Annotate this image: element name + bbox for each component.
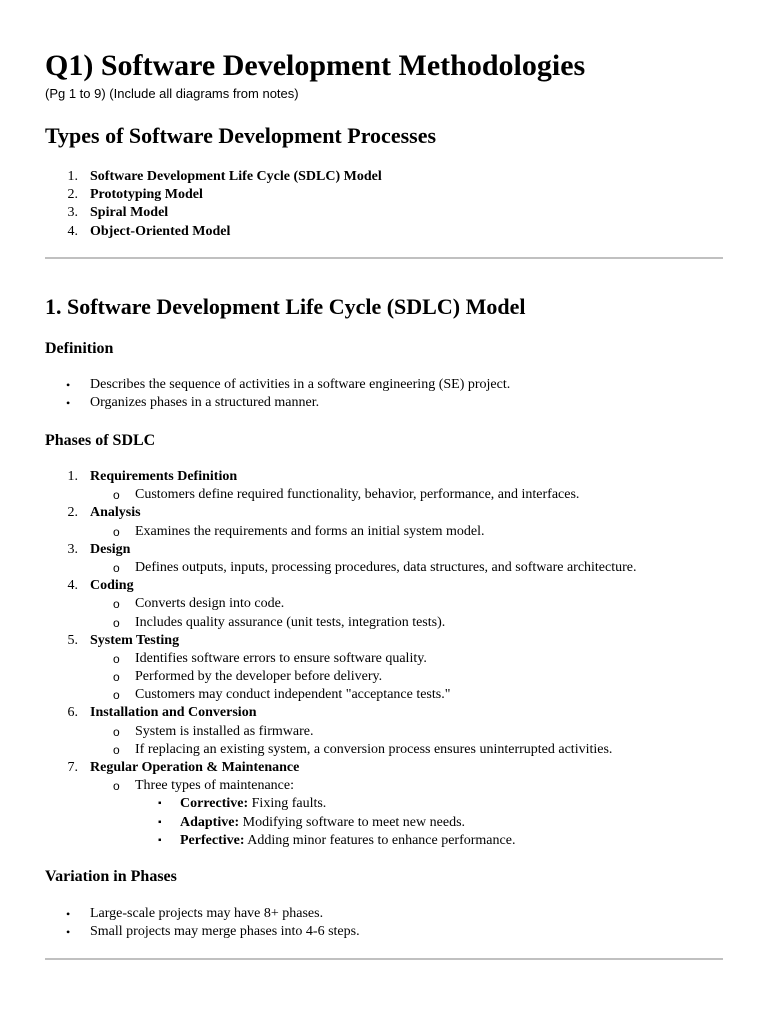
variation-list <box>45 905 723 941</box>
phase-detail: o Customers may conduct independent "acceptance tests." <box>113 687 451 703</box>
definition-list <box>45 376 723 412</box>
phase-title: 6. Installation and Conversion <box>67 705 257 721</box>
maintenance-type: ▪ Perfective: Adding minor features to enhance performance. <box>158 832 516 848</box>
phase-title: 2. Analysis <box>67 505 141 521</box>
list-item: 2. Prototyping Model <box>67 187 203 203</box>
list-item: • Describes the sequence of activities in a software engineering (SE) project. <box>66 377 511 392</box>
list-item: 4. Object-Oriented Model <box>67 223 231 239</box>
phase-detail: o If replacing an existing system, a conversion process ensures uninterrupted activities. <box>113 741 613 757</box>
phase-detail: o Defines outputs, inputs, processing procedures, data structures, and software architecture. <box>113 559 637 575</box>
list-item: 1. Software Development Life Cycle (SDLC) Model <box>67 169 382 184</box>
list-item: • Small projects may merge phases into 4-6 steps. <box>66 924 360 940</box>
phase-detail: o Three types of maintenance: <box>113 778 294 794</box>
phase-detail: o Includes quality assurance (unit tests, integration tests). <box>113 614 446 630</box>
phase-title: 1. Requirements Definition <box>67 469 238 484</box>
variation-heading: Variation in Phases <box>45 868 177 885</box>
page-title: Q1) Software Development Methodologies <box>45 49 586 82</box>
page-subtitle: (Pg 1 to 9) (Include all diagrams from notes) <box>45 86 299 101</box>
maintenance-type: ▪ Adaptive: Modifying software to meet new needs. <box>158 814 466 830</box>
sdlc-heading: 1. Software Development Life Cycle (SDLC) Model <box>45 294 526 319</box>
types-list <box>45 168 723 241</box>
phase-title: 7. Regular Operation & Maintenance <box>67 760 300 775</box>
maintenance-type: ▪ Corrective: Fixing faults. <box>158 796 327 812</box>
phase-detail: o Customers define required functionality, behavior, performance, and interfaces. <box>113 487 580 503</box>
phases-list <box>45 468 723 850</box>
types-heading: Types of Software Development Processes <box>45 123 437 148</box>
section-divider <box>45 257 723 259</box>
phase-title: 4. Coding <box>67 578 134 594</box>
phases-heading: Phases of SDLC <box>45 432 156 449</box>
definition-heading: Definition <box>45 340 114 357</box>
phase-detail: o Identifies software errors to ensure software quality. <box>113 650 427 666</box>
phase-detail: o System is installed as firmware. <box>113 723 314 739</box>
phase-detail: o Examines the requirements and forms an initial system model. <box>113 523 485 539</box>
list-item: • Large-scale projects may have 8+ phases. <box>66 906 324 921</box>
section-divider <box>45 958 723 960</box>
phase-title: 5. System Testing <box>67 632 180 648</box>
phase-detail: o Performed by the developer before delivery. <box>113 669 383 685</box>
phase-detail: o Converts design into code. <box>113 596 285 612</box>
list-item: • Organizes phases in a structured manner. <box>66 395 320 411</box>
list-item: 3. Spiral Model <box>67 205 169 221</box>
phase-title: 3. Design <box>67 541 131 557</box>
